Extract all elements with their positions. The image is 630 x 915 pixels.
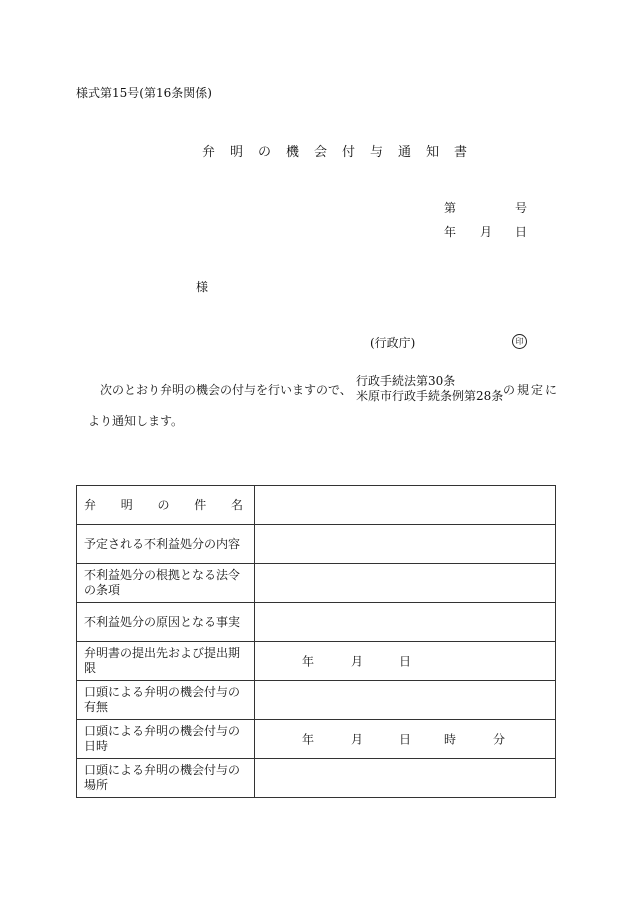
unit-minute: 分	[493, 732, 506, 747]
body-line1-prefix: 次のとおり弁明の機会の付与を行いますので、	[100, 383, 352, 397]
law-reference-1: 行政手続法第30条	[356, 374, 456, 388]
form-number: 様式第15号(第16条関係)	[76, 86, 212, 100]
date-year: 年	[444, 225, 457, 239]
unit-month: 月	[351, 654, 364, 669]
row-value-subject[interactable]	[255, 486, 556, 525]
table-row	[77, 642, 556, 681]
table-row	[77, 564, 556, 603]
details-table	[76, 485, 556, 798]
agency-label: (行政庁)	[370, 336, 416, 350]
table-row	[77, 486, 556, 525]
row-label-submission: 弁明書の提出先および提出期限	[77, 642, 255, 681]
law-reference-2: 米原市行政手続条例第28条	[356, 389, 504, 403]
doc-number-suffix: 号	[515, 201, 528, 215]
unit-day: 日	[399, 654, 412, 669]
row-label-oral-hearing-presence: 口頭による弁明の機会付与の有無	[77, 681, 255, 720]
table-row	[77, 525, 556, 564]
date-day: 日	[515, 225, 528, 239]
row-value-legal-basis[interactable]	[255, 564, 556, 603]
table-row	[77, 720, 556, 759]
row-label-cause-facts: 不利益処分の原因となる事実	[77, 603, 255, 642]
row-label-oral-hearing-datetime: 口頭による弁明の機会付与の日時	[77, 720, 255, 759]
row-value-cause-facts[interactable]	[255, 603, 556, 642]
row-value-oral-hearing-place[interactable]	[255, 759, 556, 798]
addressee-suffix: 様	[196, 280, 209, 294]
row-value-oral-hearing-datetime[interactable]	[255, 720, 556, 759]
row-value-oral-hearing-presence[interactable]	[255, 681, 556, 720]
unit-year: 年	[302, 732, 315, 747]
row-label-planned-disposition: 予定される不利益処分の内容	[77, 525, 255, 564]
row-value-submission-deadline[interactable]	[255, 642, 556, 681]
unit-year: 年	[302, 654, 315, 669]
table-row	[77, 759, 556, 798]
row-label-oral-hearing-place: 口頭による弁明の機会付与の場所	[77, 759, 255, 798]
doc-number-prefix: 第	[444, 201, 457, 215]
body-line2: より通知します。	[88, 414, 184, 428]
seal-mark: 印	[512, 334, 527, 349]
row-value-planned-disposition[interactable]	[255, 525, 556, 564]
unit-day: 日	[399, 732, 412, 747]
date-month: 月	[480, 225, 493, 239]
unit-month: 月	[351, 732, 364, 747]
row-label-legal-basis: 不利益処分の根拠となる法令の条項	[77, 564, 255, 603]
row-label-subject: 弁 明 の 件 名	[77, 486, 255, 525]
table-row	[77, 681, 556, 720]
body-line1-suffix: の規定に	[503, 383, 560, 397]
unit-hour: 時	[444, 732, 457, 747]
document-title: 弁明の機会付与通知書	[202, 145, 483, 160]
table-row	[77, 603, 556, 642]
